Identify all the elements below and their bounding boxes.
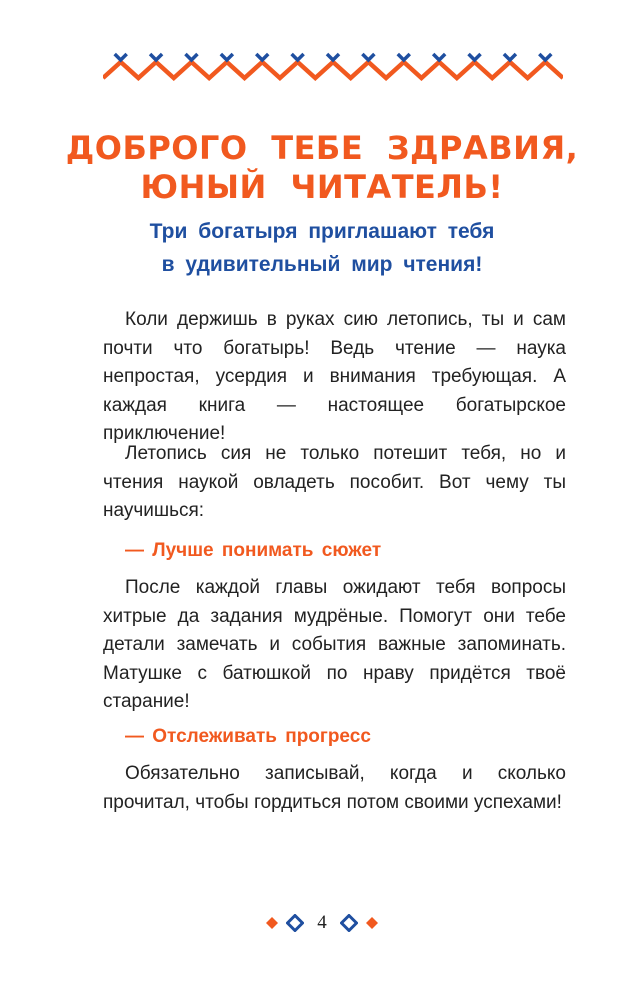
top-ornament-border: [103, 51, 563, 81]
ornament-chevron: [115, 54, 127, 60]
page-footer: [0, 912, 644, 935]
orange-diamond-icon: [265, 916, 279, 930]
page-title-line-1: ДОБРОГО ТЕБЕ ЗДРАВИЯ,: [65, 129, 579, 167]
blue-diamond-icon: [286, 914, 304, 932]
ornament-chevron: [504, 54, 516, 60]
blue-diamond-icon: [340, 914, 358, 932]
ornament-chevron: [256, 54, 268, 60]
ornament-chevron: [398, 54, 410, 60]
ornament-zigzag: [103, 62, 563, 78]
ornament-chevron: [221, 54, 233, 60]
page-number: 4: [317, 912, 327, 933]
subtitle-line-1: Три богатыря приглашают тебя: [149, 220, 495, 243]
ornament-chevron: [362, 54, 374, 60]
purpose-paragraph: Летопись сия не только потешит тебя, но и чтения наукой овладеть пособит. Вот чему ты научишься:: [103, 443, 566, 521]
ornament-chevron: [539, 54, 551, 60]
section-heading-plot: — Лучше понимать сюжет: [125, 540, 382, 561]
intro-paragraph: Коли держишь в руках сию летопись, ты и сам почти что богатырь! Ведь чтение — наука непростая, усердия и внимания требующая. А каждая книга — настоящее богатырское приключение!: [103, 309, 566, 444]
ornament-chevron: [433, 54, 445, 60]
subtitle-line-2: в удивительный мир чтения!: [161, 253, 483, 276]
ornament-chevron: [469, 54, 481, 60]
ornament-chevron: [327, 54, 339, 60]
page-title-line-2: ЮНЫЙ ЧИТАТЕЛЬ!: [140, 168, 504, 206]
ornament-chevron: [185, 54, 197, 60]
section-text-progress: Обязательно записывай, когда и сколько прочитал, чтобы гордиться потом своими успехами!: [103, 763, 566, 813]
section-heading-progress: — Отслеживать прогресс: [125, 726, 371, 747]
ornament-chevron: [150, 54, 162, 60]
ornament-chevron: [292, 54, 304, 60]
orange-diamond-icon: [365, 916, 379, 930]
section-text-plot: После каждой главы ожидают тебя вопросы хитрые да задания мудрёные. Помогут они тебе детали замечать и события важные запоминать. Матушке с батюшкой по нраву придётся твоё старание!: [103, 577, 566, 712]
